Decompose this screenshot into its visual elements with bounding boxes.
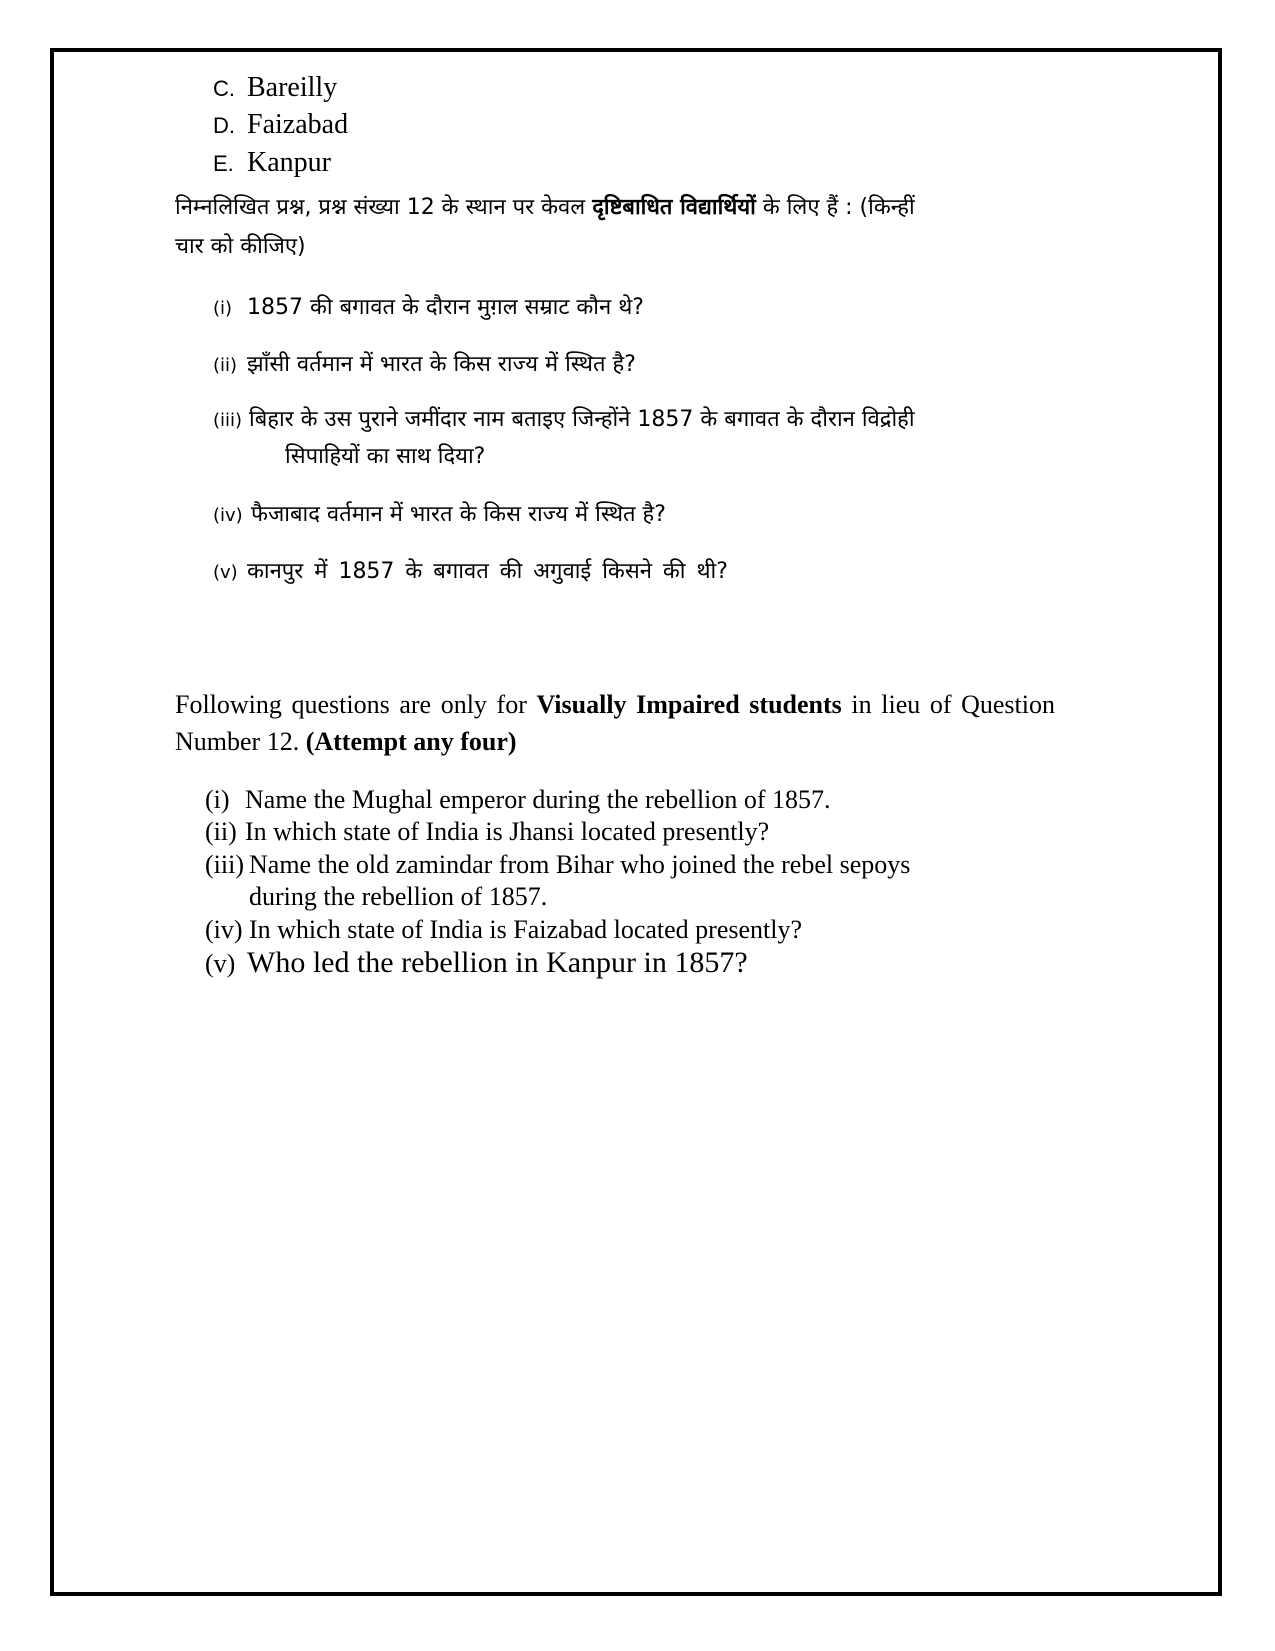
- hindi-intro-text-end: के लिए हैं : (किन्हीं: [762, 195, 915, 220]
- english-intro-bold: Visually Impaired students: [536, 690, 842, 719]
- option-c: [213, 70, 337, 107]
- option-e: [213, 145, 331, 182]
- english-question-3: [205, 849, 910, 881]
- question-text: In which state of India is Jhansi located presently?: [245, 817, 770, 846]
- question-number: (v): [213, 562, 238, 583]
- hindi-intro-text: निम्नलिखित प्रश्न, प्रश्न संख्या 12 के स्थान पर केवल: [175, 195, 586, 220]
- english-question-2: [205, 816, 769, 848]
- question-text: Name the Mughal emperor during the rebellion of 1857.: [245, 785, 831, 814]
- english-intro-text-end: in lieu of Question Number 12.: [175, 690, 1055, 756]
- hindi-intro-bold: दृष्टिबाधित विद्यार्थियों: [592, 195, 756, 220]
- english-question-5: [205, 947, 748, 980]
- option-text: Faizabad: [247, 109, 349, 140]
- question-number: (v): [205, 949, 236, 978]
- option-text: Kanpur: [247, 147, 331, 178]
- question-number: (i): [205, 785, 230, 814]
- option-letter: E.: [213, 151, 234, 176]
- question-number: (ii): [213, 355, 238, 376]
- english-question-4: [205, 914, 802, 946]
- english-intro: [175, 686, 1055, 760]
- option-letter: C.: [213, 76, 235, 101]
- hindi-question-3-cont: सिपाहियों का साथ दिया?: [285, 444, 486, 469]
- hindi-question-4: [213, 500, 666, 531]
- english-question-3-cont: during the rebellion of 1857.: [249, 882, 548, 911]
- english-question-1: [205, 784, 831, 816]
- option-d: [213, 107, 348, 144]
- question-number: (ii): [205, 817, 237, 846]
- question-text: In which state of India is Faizabad located presently?: [249, 915, 803, 944]
- question-text: 1857 की बगावत के दौरान मुग़ल सम्राट कौन थे?: [247, 295, 644, 320]
- option-text: Bareilly: [247, 72, 338, 103]
- question-text: Who led the rebellion in Kanpur in 1857?: [247, 946, 748, 979]
- option-letter: D.: [213, 113, 235, 138]
- hindi-question-1: [213, 293, 644, 324]
- question-number: (iii): [213, 410, 243, 431]
- english-intro-text: Following questions are only for: [175, 690, 527, 719]
- question-number: (iii): [205, 850, 244, 879]
- hindi-question-5: [213, 557, 728, 588]
- question-text: Name the old zamindar from Bihar who joined the rebel sepoys: [249, 850, 911, 879]
- question-text: बिहार के उस पुराने जमींदार नाम बताइए जिन्होंने 1857 के बगावत के दौरान विद्रोही: [249, 407, 915, 432]
- hindi-intro-line2: चार को कीजिए): [175, 234, 306, 259]
- hindi-intro-line1: [175, 193, 915, 223]
- hindi-question-2: [213, 350, 636, 381]
- question-text: कानपुर में 1857 के बगावत की अगुवाई किसने की थी?: [247, 559, 728, 584]
- english-intro-attempt: (Attempt any four): [305, 727, 517, 756]
- question-text: झाँसी वर्तमान में भारत के किस राज्य में स्थित है?: [247, 352, 636, 377]
- question-number: (i): [213, 298, 233, 319]
- question-text: फैजाबाद वर्तमान में भारत के किस राज्य में स्थित है?: [251, 502, 666, 527]
- question-number: (iv): [205, 915, 243, 944]
- question-number: (iv): [213, 505, 243, 526]
- hindi-question-3: [213, 405, 915, 436]
